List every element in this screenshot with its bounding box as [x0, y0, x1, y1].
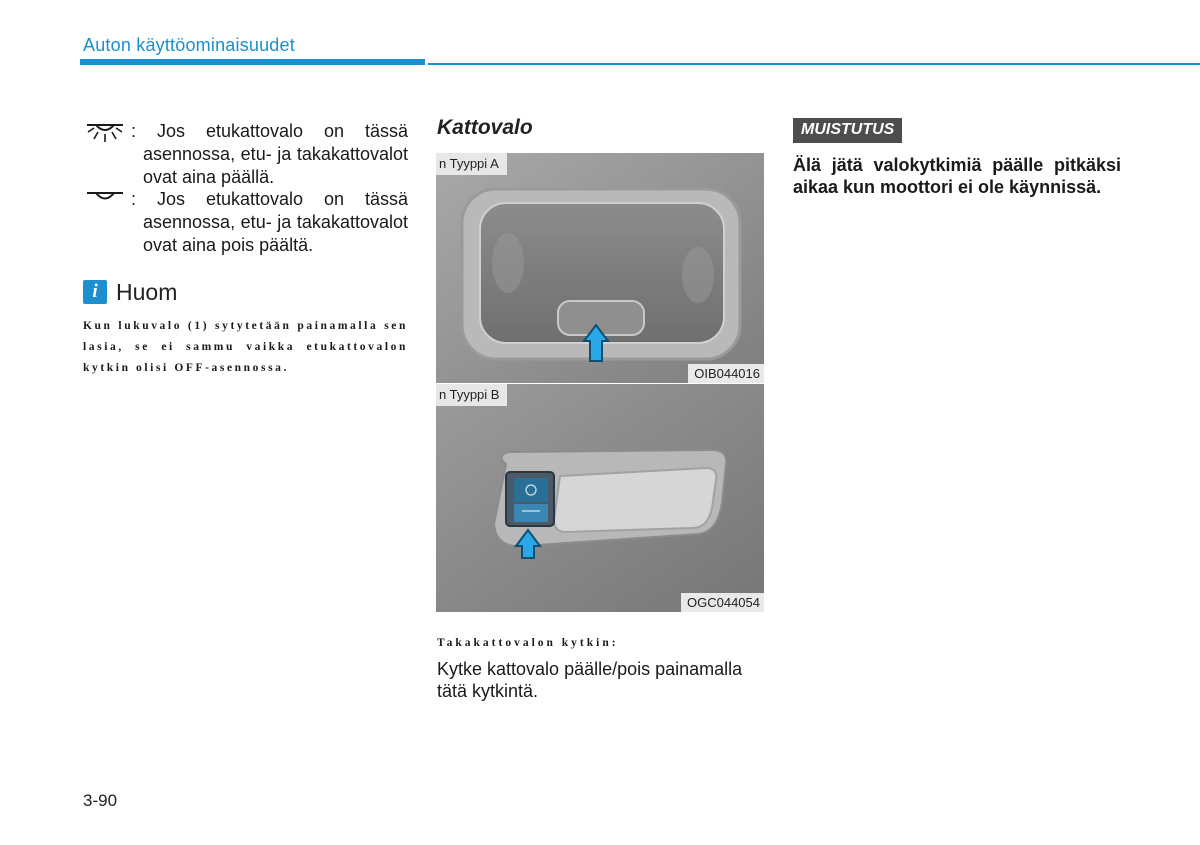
dome-light-on-text: : Jos etukattovalo on tässä asennossa, etu- ja takakattovalot ovat aina päällä.	[131, 121, 408, 187]
photo-type-b-code: OGC044054	[681, 593, 764, 612]
photo-type-a	[436, 153, 764, 383]
switch-caption: Takakattovalon kytkin:	[437, 637, 619, 649]
dome-light-on-row	[83, 120, 408, 189]
dome-light-off-icon	[83, 190, 127, 212]
page-number: 3-90	[83, 791, 118, 810]
section-header-title: Auton käyttöominaisuudet	[83, 35, 295, 55]
photo-type-a-label: n Tyyppi A	[436, 153, 507, 175]
switch-description: Kytke kattovalo päälle/pois painamalla tätä kytkintä.	[437, 659, 743, 701]
photo-type-a-code: OIB044016	[688, 364, 764, 383]
header-rule-thin	[428, 63, 1200, 65]
dome-light-off-row	[83, 188, 408, 257]
notice-badge: MUISTUTUS	[793, 118, 902, 143]
dome-light-on-icon	[83, 122, 127, 144]
header-rule-thick	[80, 59, 425, 65]
note-body: Kun lukuvalo (1) sytytetään painamalla sen lasia, se ei sammu vaikka etukattovalon kytkin olisi OFF-asennossa.	[83, 320, 408, 374]
dome-light-off-text: : Jos etukattovalo on tässä asennossa, etu- ja takakattovalot ovat aina pois päältä.	[131, 189, 408, 255]
info-icon: i	[83, 280, 107, 304]
note-title: Huom	[116, 279, 178, 305]
section-title: Kattovalo	[437, 116, 533, 139]
photo-type-b	[436, 384, 764, 612]
photo-type-b-label: n Tyyppi B	[436, 384, 507, 406]
notice-text: Älä jätä valokytkimiä päälle pitkäksi aikaa kun moottori ei ole käynnissä.	[793, 155, 1121, 197]
